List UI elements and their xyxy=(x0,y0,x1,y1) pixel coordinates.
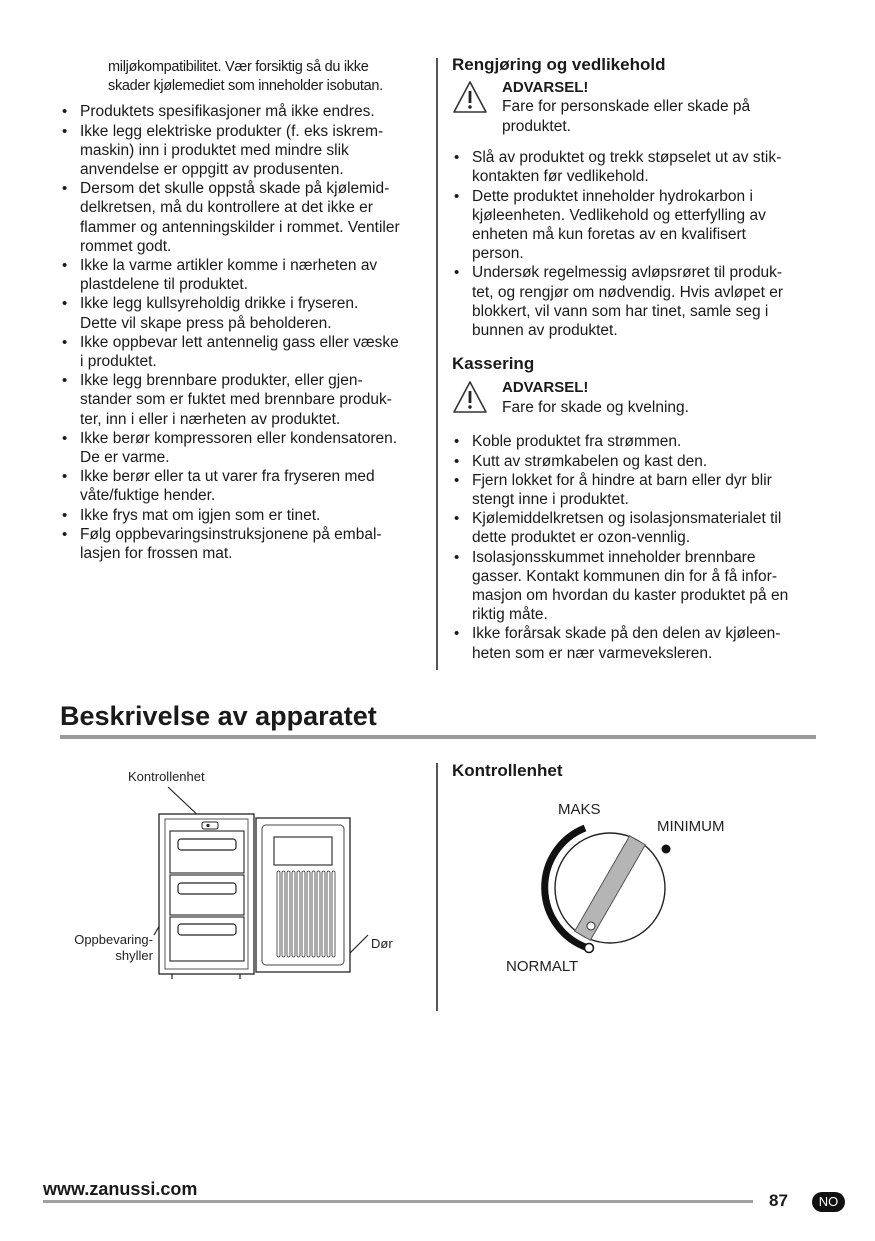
language-code: NO xyxy=(818,1194,839,1209)
bullet-item xyxy=(452,452,822,471)
bullet-line: kjøleenheten. Vedlikehold og etterfylling av xyxy=(472,206,766,224)
bullet-line: stengt inne i produktet. xyxy=(472,491,629,509)
cleaning-warning xyxy=(452,78,822,138)
bullet-line: • Dersom det skulle oppstå skade på kjølemid- xyxy=(80,180,390,198)
bullet-line: bunnen av produktet. xyxy=(472,322,618,340)
bullet-item xyxy=(60,525,430,563)
bullet-item xyxy=(60,467,430,505)
drawer-handle xyxy=(178,839,236,850)
section-title: Beskrivelse av apparatet xyxy=(60,701,377,731)
bullet-item xyxy=(452,471,822,509)
footer-rule xyxy=(43,1200,753,1203)
warning-text: produktet. xyxy=(502,117,571,135)
bullet-line: person. xyxy=(472,245,524,263)
bullet-item xyxy=(452,187,822,264)
bullet-line: • Ikke frys mat om igjen som er tinet. xyxy=(80,506,321,524)
bullet-line: • Ikke berør kompressoren eller kondensatoren. xyxy=(80,429,398,447)
warning-triangle-icon xyxy=(452,380,488,414)
bullet-line: • Ikke legg brennbare produkter, eller gjen- xyxy=(80,372,363,390)
bullet-line: • Ikke la varme artikler komme i nærheten av xyxy=(80,257,378,275)
intro-text xyxy=(60,58,430,96)
bullet-line: • Slå av produktet og trekk støpselet ut av stik- xyxy=(472,149,782,167)
bullet-line: • Produktets spesifikasjoner må ikke endres. xyxy=(80,103,375,121)
bullet-line: lasjen for frossen mat. xyxy=(80,545,233,563)
bullet-line: • Kjølemiddelkretsen og isolasjonsmaterialet til xyxy=(472,510,782,528)
cleaning-bullet-list xyxy=(452,148,822,340)
control-unit-heading: Kontrollenhet xyxy=(452,761,563,780)
bullet-line: • Ikke berør eller ta ut varer fra fryseren med xyxy=(80,468,375,486)
bullet-item xyxy=(60,122,430,180)
drawer-handle xyxy=(178,924,236,935)
bullet-line: • Isolasjonsskummet inneholder brennbare xyxy=(472,548,756,566)
right-column xyxy=(452,55,822,663)
bullet-item xyxy=(452,624,822,662)
bullet-item xyxy=(60,256,430,294)
door-rib xyxy=(287,871,290,957)
bullet-line: dette produktet er ozon-vennlig. xyxy=(472,529,690,547)
bullet-line: masjon om hvordan du kaster produktet på en xyxy=(472,587,789,605)
bullet-line: • Kutt av strømkabelen og kast den. xyxy=(472,452,708,470)
footer-website[interactable]: www.zanussi.com xyxy=(43,1179,198,1199)
door-rib xyxy=(297,871,300,957)
thermostat-dial xyxy=(530,815,690,965)
label-door: Dør xyxy=(371,936,393,951)
bullet-line: De er varme. xyxy=(80,449,170,467)
door-panel xyxy=(274,837,332,865)
door-rib xyxy=(307,871,310,957)
bullet-line: • Følg oppbevaringsinstruksjonene på embal- xyxy=(80,525,382,543)
bullet-item xyxy=(452,263,822,340)
bullet-item xyxy=(452,148,822,186)
bullet-line: rommet godt. xyxy=(80,237,172,255)
bullet-item xyxy=(60,294,430,332)
bullet-line: riktig måte. xyxy=(472,606,548,624)
warning-text: Fare for skade og kvelning. xyxy=(502,398,689,416)
marker-min-dot xyxy=(662,845,671,854)
disposal-bullet-list xyxy=(452,432,822,662)
left-bullet-list xyxy=(60,102,430,563)
door-rib xyxy=(312,871,315,957)
bullet-line: • Undersøk regelmessig avløpsrøret til produk- xyxy=(472,264,783,282)
drawer xyxy=(170,831,244,873)
disposal-heading: Kassering xyxy=(452,354,535,374)
bullet-line: ter, inn i eller i nærheten av produktet. xyxy=(80,410,341,428)
bullet-line: • Ikke forårsak skade på den delen av kjøleen- xyxy=(472,625,781,643)
disposal-warning xyxy=(452,378,822,422)
freezer-diagram xyxy=(150,785,410,995)
language-badge xyxy=(812,1192,845,1212)
label-shelves xyxy=(60,932,153,964)
bullet-line: våte/fuktige hender. xyxy=(80,487,216,505)
dial-label-max: MAKS xyxy=(558,801,601,818)
bullet-line: i produktet. xyxy=(80,353,157,371)
left-column xyxy=(60,58,430,563)
marker-normal-dot xyxy=(585,944,594,953)
bullet-line: • Fjern lokket for å hindre at barn eller dyr blir xyxy=(472,471,772,489)
bullet-line: • Dette produktet inneholder hydrokarbon i xyxy=(472,187,753,205)
door-rib xyxy=(277,871,280,957)
bullet-item xyxy=(60,333,430,371)
bullet-line: enheten må kun foretas av en kvalifisert xyxy=(472,226,746,244)
intro-line: skader kjølemediet som inneholder isobutan. xyxy=(108,78,383,95)
door-rib xyxy=(292,871,295,957)
bullet-line: • Ikke legg elektriske produkter (f. eks iskrem- xyxy=(80,122,384,140)
column-divider-top xyxy=(436,58,438,670)
page-number: 87 xyxy=(769,1191,788,1210)
column-divider-bottom xyxy=(436,763,438,1011)
bullet-line: • Ikke legg kullsyreholdig drikke i fryseren. xyxy=(80,295,359,313)
bullet-item xyxy=(452,432,822,451)
bullet-line: delkretsen, må du kontrollere at det ikke er xyxy=(80,199,373,217)
door-rib xyxy=(317,871,320,957)
bullet-line: • Koble produktet fra strømmen. xyxy=(472,433,682,451)
bullet-item xyxy=(60,506,430,525)
label-shelves-line: Oppbevaring- xyxy=(74,932,153,947)
door-rib xyxy=(327,871,330,957)
bullet-item xyxy=(452,548,822,625)
warning-title: ADVARSEL! xyxy=(502,379,589,397)
warning-title: ADVARSEL! xyxy=(502,79,589,97)
bullet-line: heten som er nær varmeveksleren. xyxy=(472,644,713,662)
dial-label-normal: NORMALT xyxy=(506,958,579,975)
bullet-line: blokkert, vil vann som har tinet, samle seg i xyxy=(472,302,769,320)
drawer xyxy=(170,875,244,915)
door-rib xyxy=(282,871,285,957)
intro-line: miljøkompatibilitet. Vær forsiktig så du ikke xyxy=(108,59,369,75)
label-shelves-line: shyller xyxy=(115,948,153,963)
bullet-item xyxy=(452,509,822,547)
bullet-line: Dette vil skape press på beholderen. xyxy=(80,314,332,332)
bullet-line: stander som er fuktet med brennbare produk- xyxy=(80,391,392,409)
bullet-line: • Ikke oppbevar lett antennelig gass eller væske xyxy=(80,333,399,351)
label-control-unit: Kontrollenhet xyxy=(128,769,205,784)
bullet-line: plastdelene til produktet. xyxy=(80,276,249,294)
door-rib xyxy=(332,871,335,957)
bullet-line: anvendelse er oppgitt av produsenten. xyxy=(80,161,344,179)
door-rib xyxy=(322,871,325,957)
bullet-item xyxy=(60,371,430,429)
control-knob xyxy=(202,822,218,829)
bullet-line: kontakten før vedlikehold. xyxy=(472,168,649,186)
warning-triangle-icon xyxy=(452,80,488,114)
control-knob-dot xyxy=(206,824,209,827)
bullet-item xyxy=(60,179,430,256)
section-rule xyxy=(60,735,816,739)
bullet-line: maskin) inn i produktet med mindre slik xyxy=(80,141,349,159)
door-rib xyxy=(302,871,305,957)
dial-indicator-icon xyxy=(587,922,595,930)
bullet-line: tet, og rengjør om nødvendig. Hvis avløpet er xyxy=(472,283,783,301)
dial-label-min: MINIMUM xyxy=(657,818,725,835)
bullet-line: flammer og antenningskilder i rommet. Ventiler xyxy=(80,218,400,236)
cleaning-heading: Rengjøring og vedlikehold xyxy=(452,55,666,74)
bullet-line: gasser. Kontakt kommunen din for å få infor- xyxy=(472,567,777,585)
drawer-handle xyxy=(178,883,236,894)
bullet-item xyxy=(60,102,430,121)
bullet-item xyxy=(60,429,430,467)
warning-text: Fare for personskade eller skade på xyxy=(502,98,751,116)
